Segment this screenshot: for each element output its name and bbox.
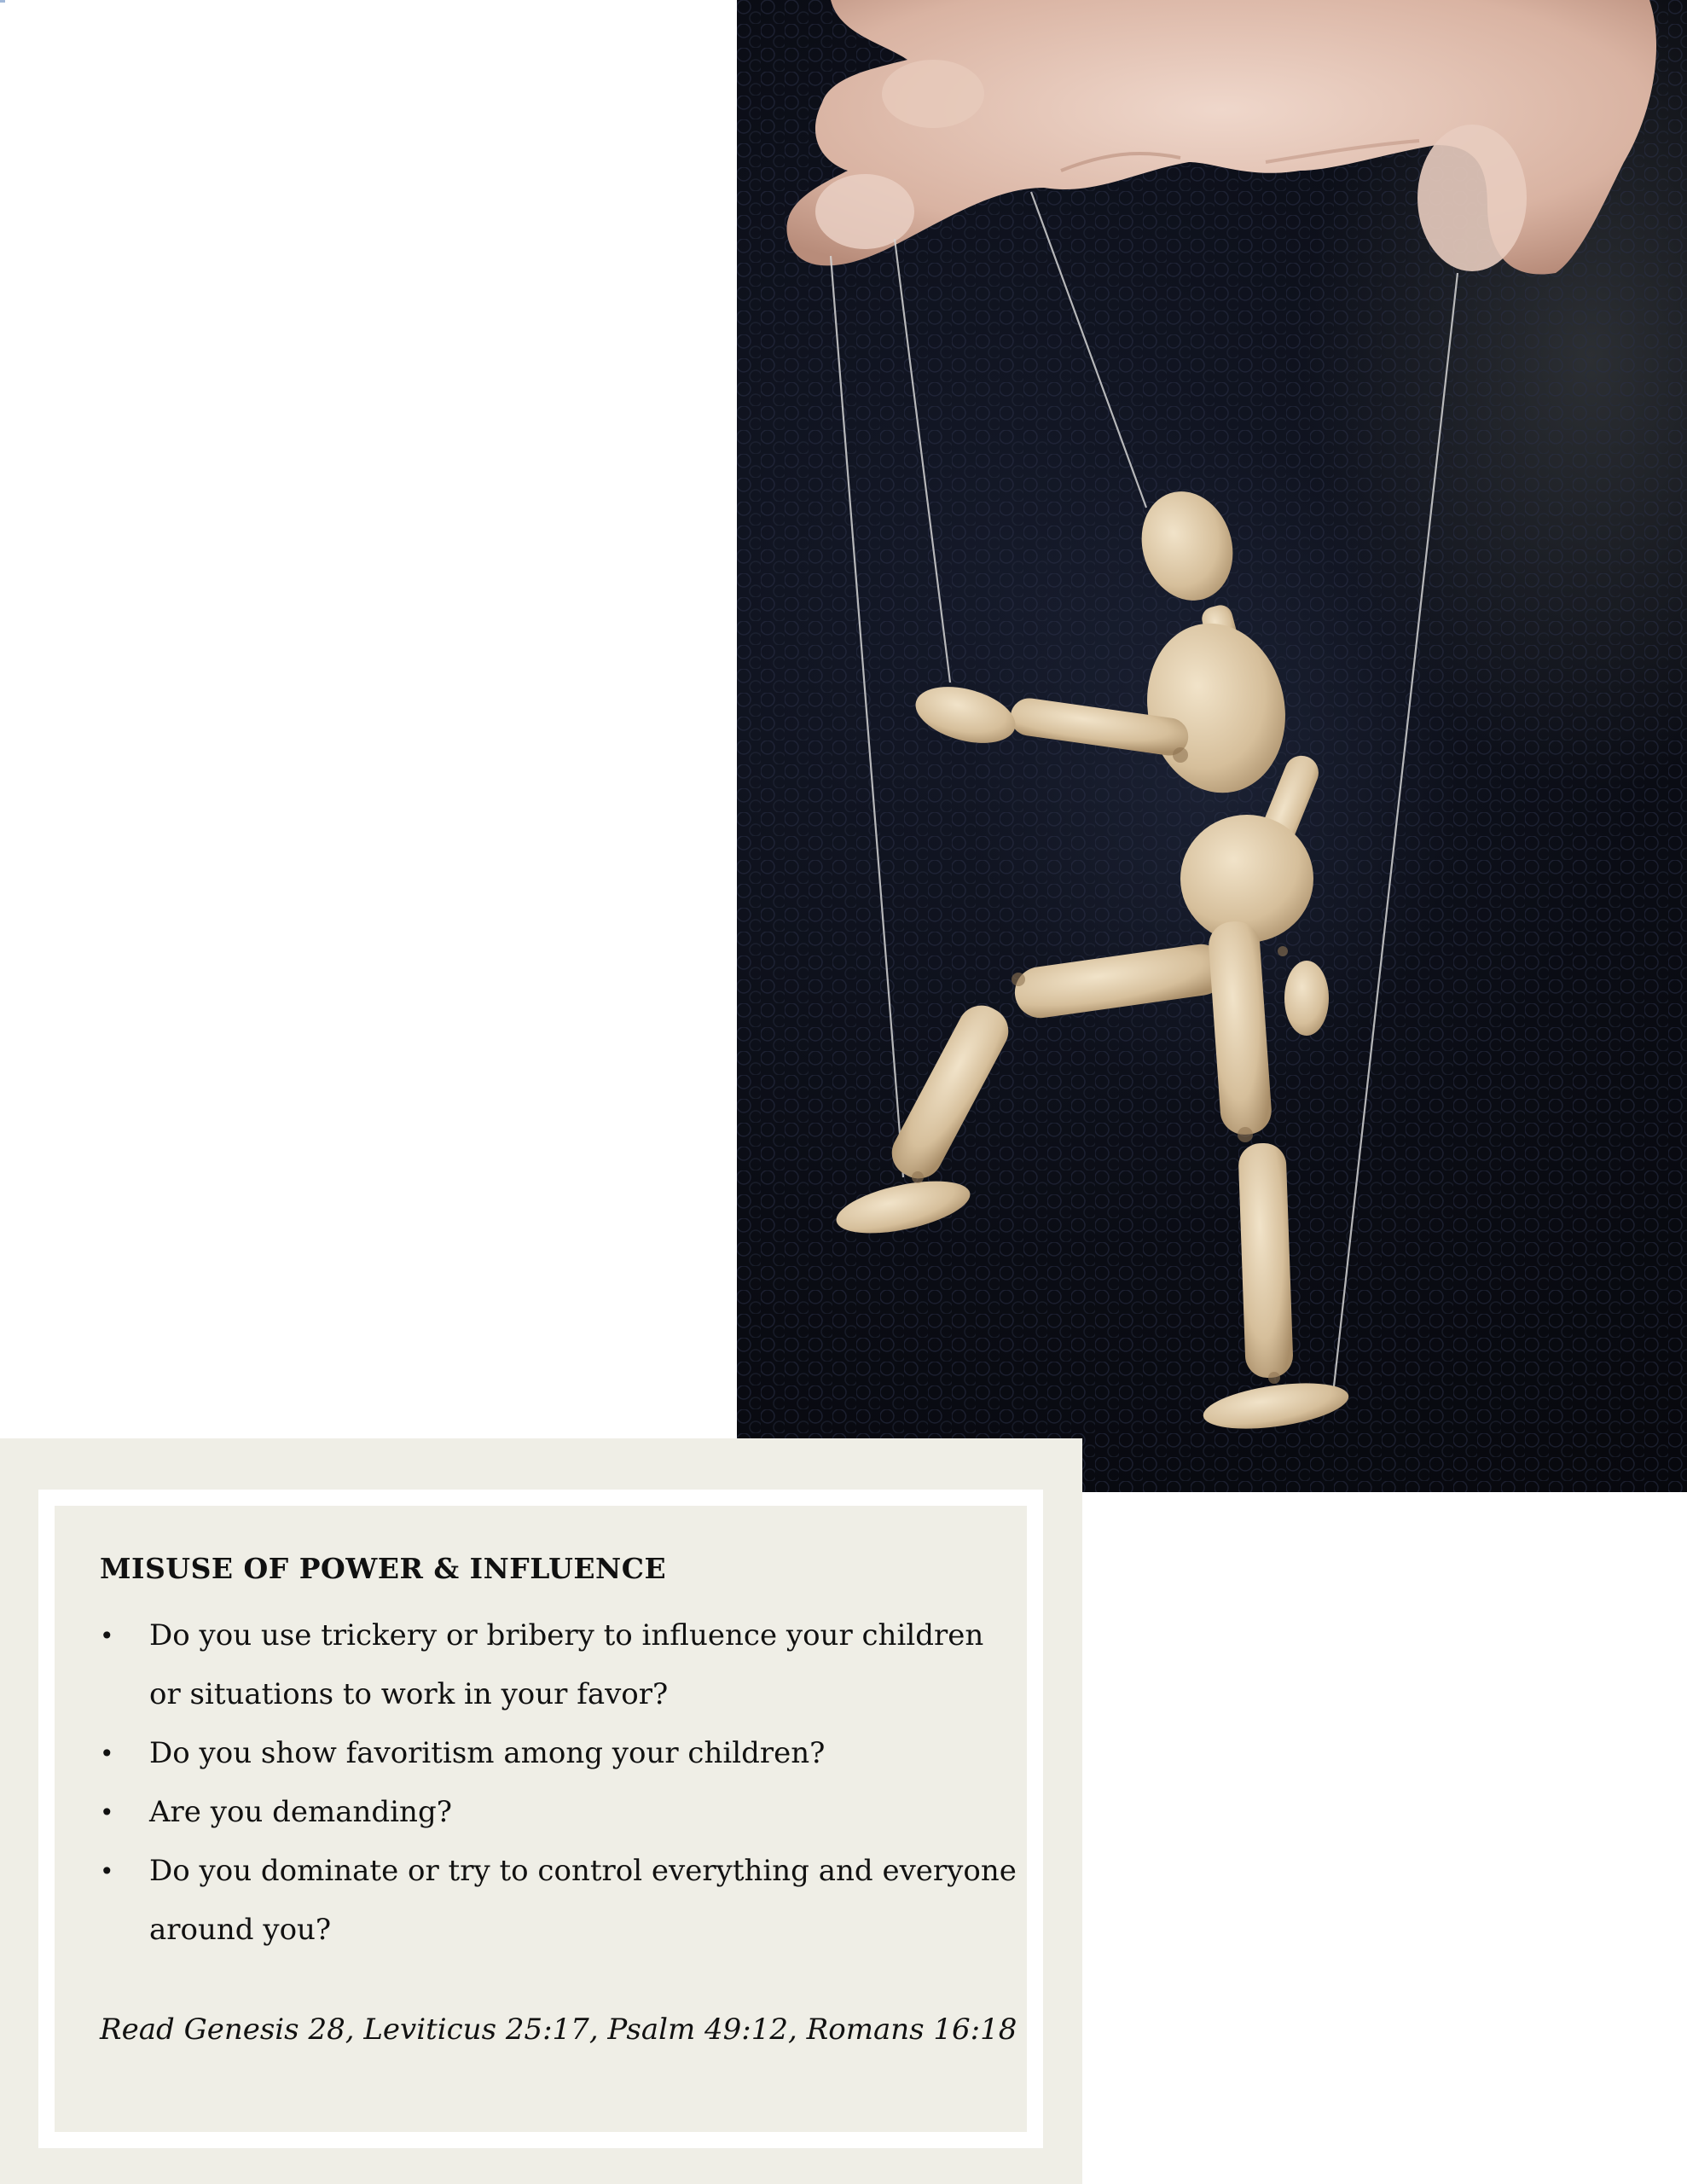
bullet-icon: • xyxy=(100,1740,114,1768)
puppet-graphic xyxy=(737,0,1687,1492)
question-item xyxy=(100,1606,1021,1724)
panel-heading: MISUSE OF POWER & INFLUENCE xyxy=(100,1552,667,1585)
bullet-icon: • xyxy=(100,1857,114,1885)
question-text: Are you demanding? xyxy=(149,1795,452,1829)
puppet-illustration xyxy=(737,0,1687,1492)
question-item xyxy=(100,1842,1021,1960)
question-item xyxy=(100,1783,1021,1842)
question-text: Do you use trickery or bribery to influence your children or situations to work in your favor? xyxy=(149,1618,984,1711)
question-item xyxy=(100,1724,1021,1783)
bullet-icon: • xyxy=(100,1622,114,1650)
reflection-panel xyxy=(0,1438,1082,2184)
scripture-reference: Read Genesis 28, Leviticus 25:17, Psalm 49:12, Romans 16:18 xyxy=(100,2013,1017,2047)
question-list xyxy=(100,1606,1021,1960)
question-text: Do you show favoritism among your children? xyxy=(149,1736,826,1770)
question-text: Do you dominate or try to control everything and everyone around you? xyxy=(149,1854,1017,1947)
bullet-icon: • xyxy=(100,1798,114,1827)
corner-mark xyxy=(0,0,5,3)
panel-content xyxy=(100,1550,1021,2048)
panel-frame xyxy=(38,1490,1043,2148)
